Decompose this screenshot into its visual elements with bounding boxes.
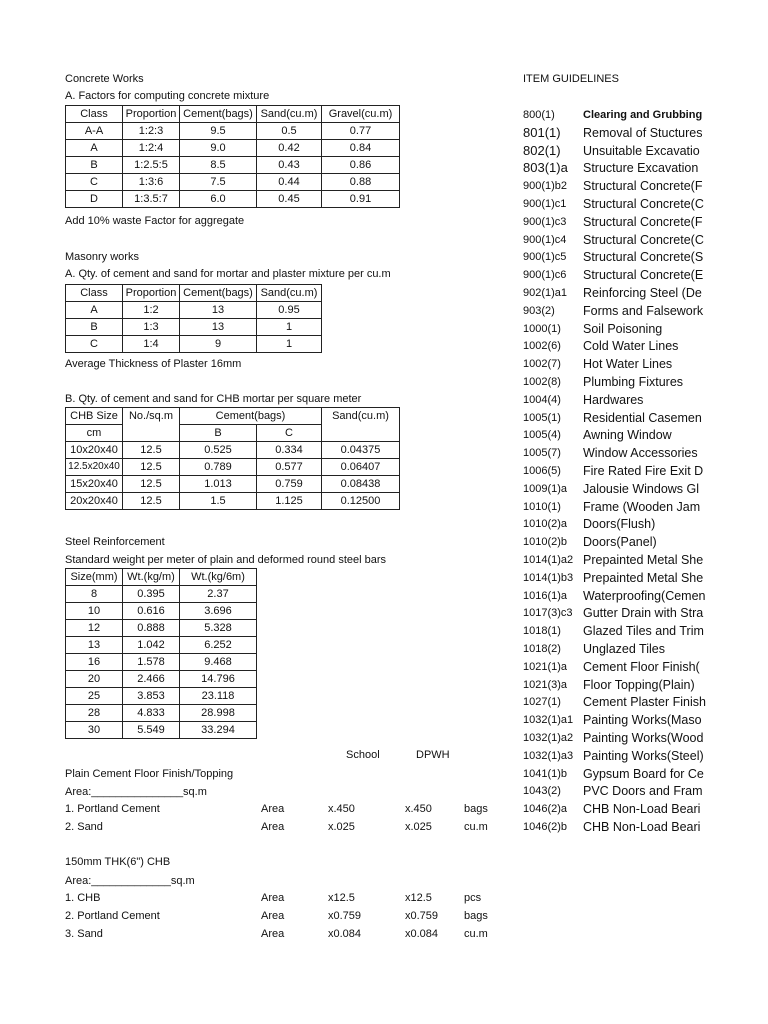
floor-item-school: x.025 <box>328 821 355 833</box>
steel-cell: 25 <box>66 688 123 705</box>
concrete-cell: 1:2.5:5 <box>123 157 180 174</box>
floor-item-dpwh: x.450 <box>405 803 432 815</box>
chb-cell: 1.013 <box>180 476 257 493</box>
guideline-code: 801(1) <box>523 124 561 140</box>
steel-cell: 3.696 <box>180 603 257 620</box>
table-row <box>66 586 257 603</box>
masonry-cell: A <box>66 302 123 319</box>
guideline-code: 900(1)c4 <box>523 233 567 246</box>
steel-cell: 5.549 <box>123 722 180 739</box>
masonry-header-row <box>66 285 322 302</box>
guideline-description: Painting Works(Wood <box>583 731 704 745</box>
guideline-description: Cement Plaster Finish <box>583 695 706 710</box>
guidelines-title: ITEM GUIDELINES <box>523 73 619 85</box>
guideline-code: 1032(1)a2 <box>523 732 574 744</box>
steel-header-cell: Size(mm) <box>66 569 123 586</box>
concrete-cell: 1:2:3 <box>123 123 180 140</box>
guideline-code: 1018(1) <box>523 625 561 638</box>
chb-subheading: B. Qty. of cement and sand for CHB mortar per square meter <box>65 393 362 405</box>
guideline-code: 1016(1)a <box>523 589 568 602</box>
guideline-description: Hot Water Lines <box>583 357 673 372</box>
guideline-code: 1009(1)a <box>523 482 568 495</box>
guideline-description: Residential Casemen <box>583 410 702 425</box>
chb-cell: 0.06407 <box>322 459 400 476</box>
guideline-description: PVC Doors and Fram <box>583 784 703 799</box>
mortar-plaster-table <box>65 284 322 353</box>
guideline-code: 900(1)c1 <box>523 198 567 210</box>
concrete-cell: 0.5 <box>257 123 322 140</box>
steel-cell: 14.796 <box>180 671 257 688</box>
chb-cell: 10x20x40 <box>66 442 123 459</box>
chb-cell: 12.5x20x40 <box>66 459 123 476</box>
table-row <box>66 157 400 174</box>
floor-item-basis: Area <box>261 803 285 815</box>
concrete-cell: 0.42 <box>257 140 322 157</box>
guideline-code: 1005(4) <box>523 429 561 442</box>
school-column-label: School <box>346 749 380 761</box>
steel-weight-table <box>65 568 257 739</box>
steel-cell: 30 <box>66 722 123 739</box>
chb-cell: 0.525 <box>180 442 257 459</box>
guideline-code: 1032(1)a3 <box>523 749 574 762</box>
concrete-cell: D <box>66 191 123 208</box>
guideline-code: 1021(1)a <box>523 660 568 673</box>
guideline-code: 1046(2)a <box>523 803 568 816</box>
guideline-description: CHB Non-Load Beari <box>583 820 701 834</box>
chb-cell: 0.789 <box>180 459 257 476</box>
concrete-mixture-table <box>65 105 400 208</box>
guideline-description: Structure Excavation <box>583 161 699 176</box>
guideline-code: 1041(1)b <box>523 767 568 780</box>
guideline-description: Structural Concrete(C <box>583 197 704 211</box>
guideline-description: Waterproofing(Cemen <box>583 588 706 603</box>
steel-cell: 2.37 <box>180 586 257 603</box>
masonry-cell: 1:2 <box>123 302 180 319</box>
chb150-item-school: x0.759 <box>328 910 362 922</box>
floor-item-dpwh: x.025 <box>405 821 432 833</box>
floor-title: Plain Cement Floor Finish/Topping <box>65 768 234 780</box>
concrete-cell: 8.5 <box>180 157 257 174</box>
steel-cell: 0.395 <box>123 586 180 603</box>
table-row <box>66 319 322 336</box>
table-row <box>66 654 257 671</box>
chb-cell: 12.5 <box>123 476 180 493</box>
guideline-description: Painting Works(Steel) <box>583 748 704 763</box>
table-row <box>66 722 257 739</box>
guideline-code: 1000(1) <box>523 322 561 335</box>
concrete-subheading: A. Factors for computing concrete mixture <box>65 90 270 102</box>
floor-item-name: 2. Sand <box>65 821 103 833</box>
guideline-code: 1010(2)a <box>523 518 568 531</box>
guideline-code: 900(1)c5 <box>523 251 567 264</box>
table-row <box>66 620 257 637</box>
masonry-cell: 0.95 <box>257 302 322 319</box>
table-row <box>66 671 257 688</box>
masonry-note: Average Thickness of Plaster 16mm <box>65 358 242 370</box>
guideline-description: Jalousie Windows Gl <box>583 481 700 496</box>
guideline-description: CHB Non-Load Beari <box>583 802 701 817</box>
guideline-code: 1018(2) <box>523 643 561 655</box>
concrete-cell: 9.5 <box>180 123 257 140</box>
table-row <box>66 459 400 476</box>
chb150-item-dpwh: x0.084 <box>405 928 439 940</box>
masonry-subheading: A. Qty. of cement and sand for mortar and plaster mixture per cu.m <box>65 268 391 280</box>
guideline-description: Plumbing Fixtures <box>583 375 684 389</box>
guideline-code: 1002(6) <box>523 340 561 353</box>
chb-cell: 0.759 <box>257 476 322 493</box>
concrete-cell: 1:3:6 <box>123 174 180 191</box>
steel-cell: 9.468 <box>180 654 257 671</box>
concrete-note: Add 10% waste Factor for aggregate <box>65 215 245 227</box>
chb-header-b: B <box>180 425 257 442</box>
steel-subheading: Standard weight per meter of plain and deformed round steel bars <box>65 554 387 566</box>
steel-cell: 28.998 <box>180 705 257 722</box>
steel-cell: 5.328 <box>180 620 257 637</box>
masonry-header-cell: Sand(cu.m) <box>257 285 322 302</box>
guideline-code: 1032(1)a1 <box>523 714 574 727</box>
table-row <box>66 191 400 208</box>
steel-cell: 4.833 <box>123 705 180 722</box>
chb-cell: 12.5 <box>123 442 180 459</box>
guideline-code: 802(1) <box>523 142 561 158</box>
floor-item-unit: bags <box>464 803 488 815</box>
guideline-description: Reinforcing Steel (De <box>583 286 702 300</box>
guideline-description: Soil Poisoning <box>583 321 663 336</box>
concrete-cell: 0.44 <box>257 174 322 191</box>
chb150-item-name: 3. Sand <box>65 928 103 940</box>
guideline-description: Unsuitable Excavatio <box>583 143 700 158</box>
masonry-cell: 1 <box>257 336 322 353</box>
chb-cell: 15x20x40 <box>66 476 123 493</box>
guideline-description: Doors(Panel) <box>583 535 657 550</box>
chb-header-sand: Sand(cu.m) <box>322 408 400 442</box>
guideline-code: 1002(7) <box>523 358 561 371</box>
chb-cell: 0.08438 <box>322 476 400 493</box>
table-row <box>66 705 257 722</box>
concrete-header-row <box>66 106 400 123</box>
steel-cell: 13 <box>66 637 123 654</box>
concrete-header-cell: Sand(cu.m) <box>257 106 322 123</box>
concrete-cell: 0.86 <box>322 157 400 174</box>
masonry-header-cell: Class <box>66 285 123 302</box>
chb150-item-unit: pcs <box>464 892 482 904</box>
masonry-cell: 13 <box>180 302 257 319</box>
chb150-title: 150mm THK(6") CHB <box>65 856 171 868</box>
guideline-description: Structural Concrete(F <box>583 214 703 229</box>
chb150-item-unit: bags <box>464 910 488 922</box>
concrete-header-cell: Proportion <box>123 106 180 123</box>
guideline-description: Prepainted Metal She <box>583 570 704 585</box>
concrete-header-cell: Cement(bags) <box>180 106 257 123</box>
steel-cell: 3.853 <box>123 688 180 705</box>
steel-header-cell: Wt.(kg/m) <box>123 569 180 586</box>
guideline-description: Structural Concrete(S <box>583 250 704 265</box>
guideline-description: Prepainted Metal She <box>583 553 704 567</box>
chb-cell: 0.12500 <box>322 493 400 510</box>
guideline-code: 800(1) <box>523 109 555 121</box>
steel-cell: 33.294 <box>180 722 257 739</box>
chb150-item-basis: Area <box>261 910 285 922</box>
floor-item-school: x.450 <box>328 803 355 815</box>
concrete-cell: 7.5 <box>180 174 257 191</box>
dpwh-column-label: DPWH <box>416 749 450 761</box>
chb150-item-dpwh: x0.759 <box>405 910 439 922</box>
masonry-header-cell: Proportion <box>123 285 180 302</box>
table-row <box>66 123 400 140</box>
guideline-description: Cold Water Lines <box>583 339 679 354</box>
steel-cell: 10 <box>66 603 123 620</box>
concrete-cell: 1:3.5:7 <box>123 191 180 208</box>
chb-cell: 12.5 <box>123 459 180 476</box>
masonry-cell: 13 <box>180 319 257 336</box>
guideline-description: Floor Topping(Plain) <box>583 677 695 692</box>
steel-cell: 16 <box>66 654 123 671</box>
chb-cell: 0.04375 <box>322 442 400 459</box>
concrete-cell: 6.0 <box>180 191 257 208</box>
chb-cell: 1.125 <box>257 493 322 510</box>
chb150-item-dpwh: x12.5 <box>405 892 432 904</box>
guideline-description: Gutter Drain with Stra <box>583 606 704 621</box>
concrete-cell: A <box>66 140 123 157</box>
chb-cell: 0.334 <box>257 442 322 459</box>
guideline-description: Fire Rated Fire Exit D <box>583 464 704 478</box>
floor-area-line: Area:_______________sq.m <box>65 786 207 798</box>
concrete-cell: B <box>66 157 123 174</box>
guideline-code: 1021(3)a <box>523 678 568 691</box>
guideline-code: 1010(1) <box>523 500 561 513</box>
guideline-description: Gypsum Board for Ce <box>583 766 704 781</box>
concrete-cell: 1:2:4 <box>123 140 180 157</box>
guideline-code: 1046(2)b <box>523 821 568 833</box>
guideline-code: 1006(5) <box>523 465 561 477</box>
masonry-cell: C <box>66 336 123 353</box>
steel-header-cell: Wt.(kg/6m) <box>180 569 257 586</box>
table-row <box>66 302 322 319</box>
chb150-area-line: Area:_____________sq.m <box>65 875 195 887</box>
chb-header-size: CHB Size <box>66 408 123 425</box>
guideline-description: Clearing and Grubbing <box>583 109 703 121</box>
steel-cell: 23.118 <box>180 688 257 705</box>
concrete-cell: 0.77 <box>322 123 400 140</box>
chb150-item-basis: Area <box>261 928 285 940</box>
steel-heading: Steel Reinforcement <box>65 536 165 548</box>
masonry-cell: 9 <box>180 336 257 353</box>
masonry-header-cell: Cement(bags) <box>180 285 257 302</box>
steel-cell: 0.616 <box>123 603 180 620</box>
steel-header-row <box>66 569 257 586</box>
item-guidelines-panel <box>523 0 768 1024</box>
chb-cell: 20x20x40 <box>66 493 123 510</box>
table-row <box>66 493 400 510</box>
masonry-heading: Masonry works <box>65 251 139 263</box>
guideline-code: 1017(3)c3 <box>523 607 573 620</box>
floor-item-basis: Area <box>261 821 285 833</box>
guideline-code: 803(1)a <box>523 160 568 176</box>
masonry-cell: 1:3 <box>123 319 180 336</box>
guideline-code: 1004(4) <box>523 393 561 406</box>
concrete-header-cell: Gravel(cu.m) <box>322 106 400 123</box>
floor-item-unit: cu.m <box>464 821 488 833</box>
guideline-code: 1014(1)b3 <box>523 571 574 584</box>
masonry-cell: 1:4 <box>123 336 180 353</box>
concrete-heading: Concrete Works <box>65 73 144 85</box>
steel-cell: 6.252 <box>180 637 257 654</box>
guideline-description: Awning Window <box>583 428 672 443</box>
concrete-cell: 0.45 <box>257 191 322 208</box>
floor-item-name: 1. Portland Cement <box>65 803 160 815</box>
chb-mortar-table <box>65 407 400 510</box>
chb-header-nosqm: No./sq.m <box>123 408 180 442</box>
guideline-code: 902(1)a1 <box>523 287 568 299</box>
chb-cell: 1.5 <box>180 493 257 510</box>
guideline-code: 900(1)c3 <box>523 215 567 228</box>
table-row <box>66 637 257 654</box>
guideline-code: 1027(1) <box>523 696 561 709</box>
guideline-description: Painting Works(Maso <box>583 713 702 728</box>
steel-cell: 1.578 <box>123 654 180 671</box>
chb-cell: 0.577 <box>257 459 322 476</box>
concrete-cell: 0.84 <box>322 140 400 157</box>
steel-cell: 1.042 <box>123 637 180 654</box>
guideline-description: Removal of Stuctures <box>583 125 703 140</box>
concrete-cell: 0.43 <box>257 157 322 174</box>
concrete-cell: 0.88 <box>322 174 400 191</box>
guideline-code: 1002(8) <box>523 376 561 388</box>
masonry-cell: 1 <box>257 319 322 336</box>
guideline-code: 1010(2)b <box>523 536 568 549</box>
concrete-cell: 9.0 <box>180 140 257 157</box>
table-row <box>66 140 400 157</box>
guideline-code: 900(1)c6 <box>523 269 567 282</box>
table-row <box>66 336 322 353</box>
chb150-item-name: 1. CHB <box>65 892 101 904</box>
guideline-description: Cement Floor Finish( <box>583 659 700 674</box>
table-row <box>66 476 400 493</box>
guideline-code: 1043(2) <box>523 785 561 798</box>
guideline-description: Structural Concrete(F <box>583 179 703 194</box>
table-row <box>66 174 400 191</box>
concrete-cell: A-A <box>66 123 123 140</box>
masonry-cell: B <box>66 319 123 336</box>
table-row <box>66 688 257 705</box>
guideline-code: 1005(1) <box>523 411 561 424</box>
guideline-description: Window Accessories <box>583 446 698 461</box>
steel-cell: 28 <box>66 705 123 722</box>
chb150-item-school: x12.5 <box>328 892 355 904</box>
steel-cell: 8 <box>66 586 123 603</box>
table-row <box>66 603 257 620</box>
steel-cell: 2.466 <box>123 671 180 688</box>
steel-cell: 20 <box>66 671 123 688</box>
guideline-code: 903(2) <box>523 304 555 317</box>
guideline-description: Forms and Falsework <box>583 303 704 318</box>
chb-header-unit: cm <box>66 425 123 442</box>
guideline-description: Structural Concrete(E <box>583 268 704 283</box>
steel-cell: 12 <box>66 620 123 637</box>
guideline-description: Unglazed Tiles <box>583 642 665 656</box>
chb-cell: 12.5 <box>123 493 180 510</box>
concrete-cell: C <box>66 174 123 191</box>
chb150-item-name: 2. Portland Cement <box>65 910 160 922</box>
guideline-description: Structural Concrete(C <box>583 232 704 247</box>
guideline-code: 1005(7) <box>523 447 561 460</box>
concrete-cell: 0.91 <box>322 191 400 208</box>
chb150-item-basis: Area <box>261 892 285 904</box>
chb150-item-school: x0.084 <box>328 928 362 940</box>
chb-header-c: C <box>257 425 322 442</box>
guideline-code: 900(1)b2 <box>523 180 568 193</box>
guideline-code: 1014(1)a2 <box>523 554 574 566</box>
table-row <box>66 442 400 459</box>
chb-header-cement: Cement(bags) <box>180 408 322 425</box>
chb150-item-unit: cu.m <box>464 928 488 940</box>
concrete-header-cell: Class <box>66 106 123 123</box>
guideline-description: Hardwares <box>583 392 644 407</box>
guideline-description: Frame (Wooden Jam <box>583 499 701 514</box>
guideline-description: Doors(Flush) <box>583 517 656 532</box>
steel-cell: 0.888 <box>123 620 180 637</box>
guideline-description: Glazed Tiles and Trim <box>583 624 704 639</box>
